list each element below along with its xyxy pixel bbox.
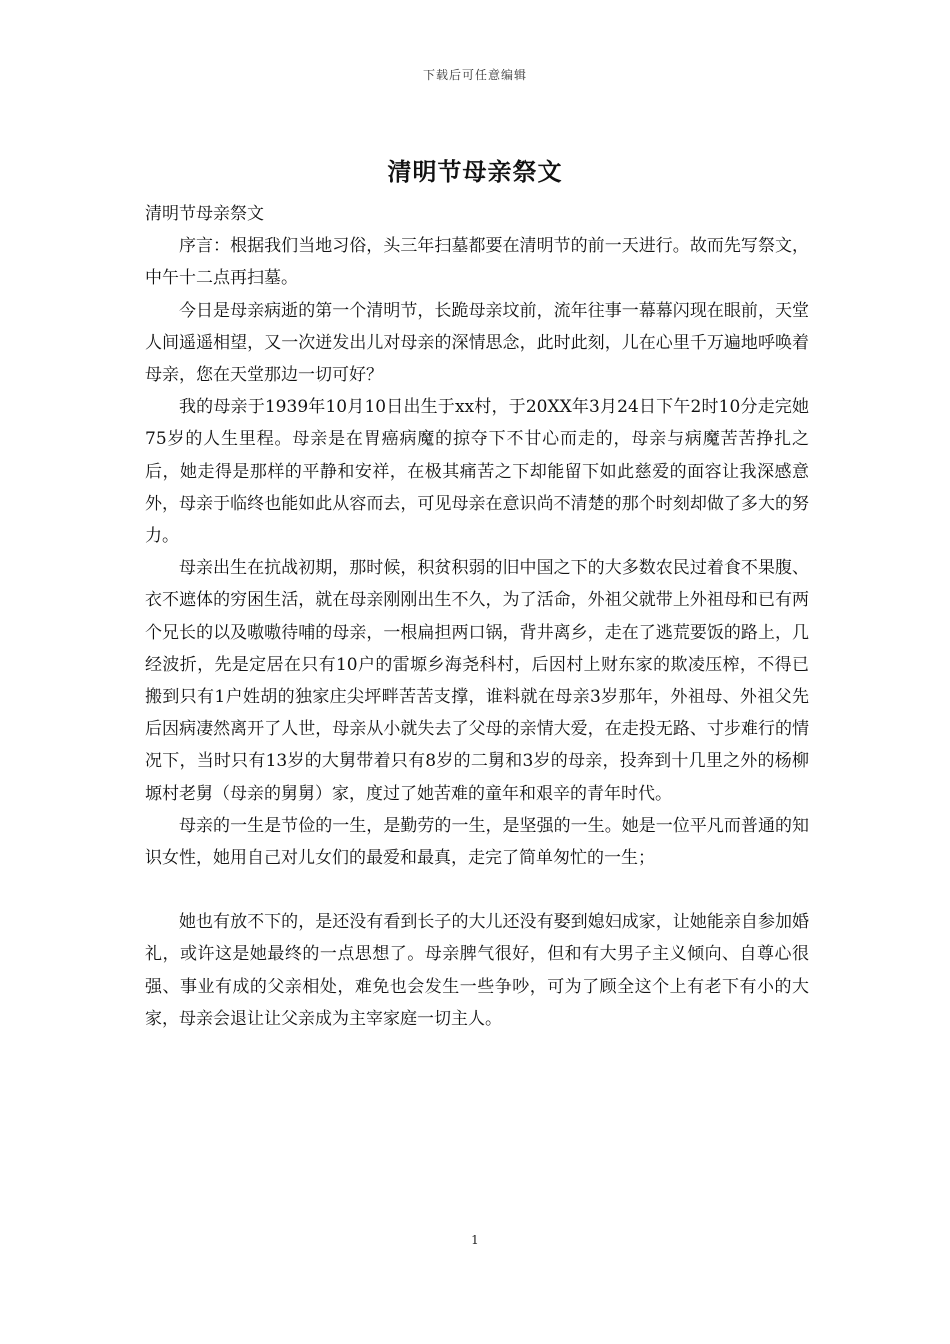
paragraph-concerns: 她也有放不下的，是还没有看到长子的大儿还没有娶到媳妇成家，让她能亲自参加婚礼，或许这是她最终的一点思想了。母亲脾气很好，但和有大男子主义倾向、自尊心很强、事业有成的父亲相处，难免也会发生一些争吵，可为了顾全这个上有老下有小的大家，母亲会退让让父亲成为主宰家庭一切主人。 [145, 912, 809, 1029]
paragraph-birth-death: 我的母亲于1939年10月10日出生于xx村，于20XX年3月24日下午2时10分走完她75岁的人生里程。母亲是在胃癌病魔的掠夺下不甘心而走的，母亲与病魔苦苦挣扎之后，她走得是那样的平静和安祥，在极其痛苦之下却能留下如此慈爱的面容让我深感意外，母亲于临终也能如此从容而去，可见母亲在意识尚不清楚的那个时刻却做了多大的努力。 [145, 397, 809, 547]
paragraph-preface: 序言：根据我们当地习俗，头三年扫墓都要在清明节的前一天进行。故而先写祭文，中午十二点再扫墓。 [145, 236, 809, 289]
paragraph-frugal-life: 母亲的一生是节俭的一生，是勤劳的一生，是坚强的一生。她是一位平凡而普通的知识女性，她用自己对儿女们的最爱和最真，走完了简单匆忙的一生； [145, 815, 809, 869]
document-title: 清明节母亲祭文 [387, 157, 563, 186]
paragraph-childhood: 母亲出生在抗战初期，那时候，积贫积弱的旧中国之下的大多数农民过着食不果腹、衣不遮体的穷困生活，就在母亲刚刚出生不久，为了活命，外祖父就带上外祖母和已有两个兄长的以及嗷嗷待哺的母亲，一根扁担两口锅，背井离乡，走在了逃荒要饭的路上，几经波折，先是定居在只有10户的雷塬乡海尧科村，后因村上财东家的欺凌压榨，不得已搬到只有1户姓胡的独家庄尖坪畔苦苦支撑，谁料就在母亲3岁那年，外祖母、外祖父先后因病凄然离开了人世，母亲从小就失去了父母的亲情大爱，在走投无路、寸步难行的情况下，当时只有13岁的大舅带着只有8岁的二舅和3岁的母亲，投奔到十几里之外的杨柳塬村老舅（母亲的舅舅）家，度过了她苦难的童年和艰辛的青年时代。 [145, 558, 809, 804]
document-body [145, 198, 809, 1035]
paragraph-qingming: 今日是母亲病逝的第一个清明节，长跪母亲坟前，流年往事一幕幕闪现在眼前，天堂人间遥遥相望，又一次迸发出儿对母亲的深情思念，此时此刻，儿在心里千万遍地呼唤着母亲，您在天堂那边一切可好？ [145, 300, 809, 386]
header-note: 下载后可任意编辑 [422, 68, 527, 82]
document-subtitle: 清明节母亲祭文 [145, 204, 264, 224]
page-number: 1 [471, 1233, 479, 1247]
